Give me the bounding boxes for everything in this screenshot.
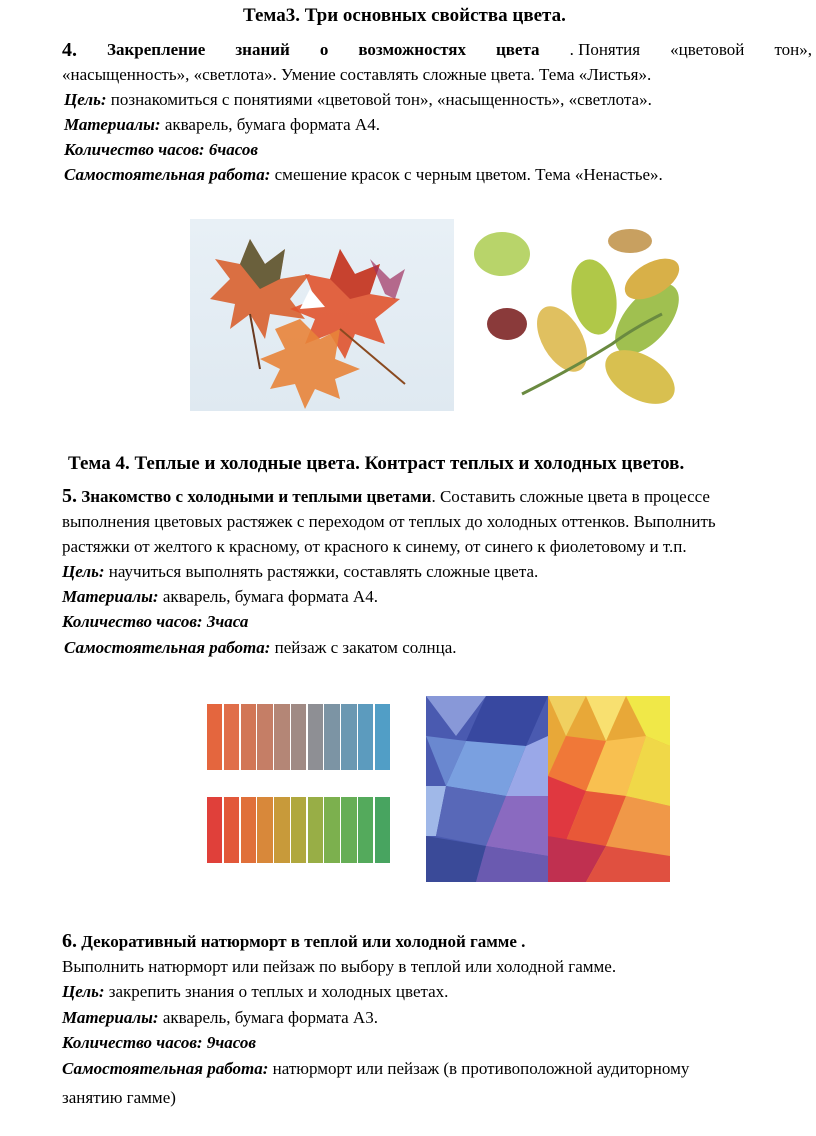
topic6-self-work-line2: занятию гамме) — [62, 1088, 176, 1107]
topic4-materials-text: акварель, бумага формата А4. — [158, 587, 378, 606]
color-swatch — [358, 704, 373, 770]
topic6-materials-text: акварель, бумага формата А3. — [158, 1008, 378, 1027]
topic3-desc-w2: «цветовой — [670, 40, 745, 59]
color-swatch — [241, 797, 256, 863]
topic3-goal — [64, 89, 652, 111]
topic6-goal-label: Цель: — [62, 982, 105, 1001]
topic6-self-label: Самостоятельная работа: — [62, 1059, 269, 1078]
topic3-desc-w1: . Понятия — [569, 40, 641, 59]
green-leaves-painting — [462, 219, 690, 411]
color-swatch — [257, 797, 272, 863]
color-swatch — [274, 797, 289, 863]
color-swatch — [308, 797, 323, 863]
topic4-self-text: пейзаж с закатом солнца. — [270, 638, 457, 657]
topic4-desc-line2: выполнения цветовых растяжек с переходом от теплых до холодных оттенков. Выполнить — [62, 512, 716, 531]
topic4-hours: Количество часов: 3часа — [62, 612, 249, 631]
topic3-lesson-line1 — [62, 39, 812, 61]
color-swatch — [291, 704, 306, 770]
topic6-self-text: натюрморт или пейзаж (в противоположной аудиторному — [268, 1059, 690, 1078]
topic4-self-work — [64, 637, 457, 659]
topic6-goal-text: закрепить знания о теплых и холодных цветах. — [104, 982, 449, 1001]
topic4-desc-tail: . Составить сложные цвета в процессе — [431, 487, 710, 506]
color-swatch — [241, 704, 256, 770]
mosaic-painting — [426, 696, 670, 882]
topic6-materials-label: Материалы: — [62, 1008, 159, 1027]
topic6-desc-line1: Выполнить натюрморт или пейзаж по выбору в теплой или холодной гамме. — [62, 957, 617, 976]
topic6-hours: Количество часов: 9часов — [62, 1033, 256, 1052]
color-swatch — [341, 704, 356, 770]
topic3-materials — [64, 114, 380, 136]
topic6-self-work — [62, 1058, 689, 1080]
topic3-goal-text: познакомиться с понятиями «цветовой тон», «насыщенность», «светлота». — [106, 90, 652, 109]
color-swatch — [207, 797, 222, 863]
topic4-lesson-num: 5. — [62, 485, 77, 507]
color-swatch — [324, 797, 339, 863]
topic3-goal-label: Цель: — [64, 90, 107, 109]
topic3-lesson-title-w5: цвета — [495, 40, 540, 59]
color-swatch — [224, 797, 239, 863]
color-swatch — [375, 797, 390, 863]
topic3-self-work — [64, 164, 663, 186]
color-swatch — [224, 704, 239, 770]
color-swatch — [207, 704, 222, 770]
topic6-materials — [62, 1007, 378, 1029]
maple-leaves-painting — [190, 219, 454, 411]
topic4-materials-label: Материалы: — [62, 587, 159, 606]
color-strip-red-to-green — [207, 797, 392, 863]
topic6-goal — [62, 981, 448, 1003]
topic4-goal-text: научиться выполнять растяжки, составлять сложные цвета. — [104, 562, 539, 581]
topic3-desc-line2: «насыщенность», «светлота». Умение составлять сложные цвета. Тема «Листья». — [62, 65, 652, 84]
topic4-desc-line3: растяжки от желтого к красному, от красного к синему, от синего к фиолетовому и т.п. — [62, 537, 687, 556]
topic3-materials-text: акварель, бумага формата А4. — [160, 115, 380, 134]
topic4-goal — [62, 561, 538, 583]
topic3-hours: Количество часов: 6часов — [64, 140, 258, 159]
topic3-self-text: смешение красок с черным цветом. Тема «Ненастье». — [270, 165, 663, 184]
topic3-lesson-num: 4. — [62, 39, 77, 61]
topic6-lesson-line — [62, 930, 525, 953]
color-swatch — [341, 797, 356, 863]
topic3-lesson-title-w4: возможностях — [358, 40, 466, 59]
color-swatch — [274, 704, 289, 770]
topic3-lesson-title-w3: о — [319, 40, 329, 59]
topic3-desc-w3: тон», — [774, 40, 812, 59]
topic3-lesson-title-w2: знаний — [235, 40, 290, 59]
topic4-lesson-title: Знакомство с холодными и теплыми цветами — [81, 487, 432, 506]
topic3-self-label: Самостоятельная работа: — [64, 165, 271, 184]
topic4-materials — [62, 586, 378, 608]
topic6-lesson-num: 6. — [62, 930, 77, 952]
color-swatch — [324, 704, 339, 770]
color-swatch — [358, 797, 373, 863]
color-swatch — [375, 704, 390, 770]
topic4-title: Тема 4. Теплые и холодные цвета. Контраст теплых и холодных цветов. — [68, 453, 685, 474]
topic6-lesson-title: Декоративный натюрморт в теплой или холодной гамме . — [77, 932, 526, 951]
color-strip-warm-to-cold — [207, 704, 392, 770]
topic3-title: Тема3. Три основных свойства цвета. — [243, 5, 566, 26]
color-swatch — [291, 797, 306, 863]
topic3-materials-label: Материалы: — [64, 115, 161, 134]
topic4-lesson-line1 — [62, 485, 710, 508]
topic3-lesson-title-w1: Закрепление — [107, 40, 206, 59]
maple-leaf-shape — [210, 239, 405, 409]
color-swatch — [257, 704, 272, 770]
topic4-goal-label: Цель: — [62, 562, 105, 581]
color-swatch — [308, 704, 323, 770]
topic4-self-label: Самостоятельная работа: — [64, 638, 271, 657]
